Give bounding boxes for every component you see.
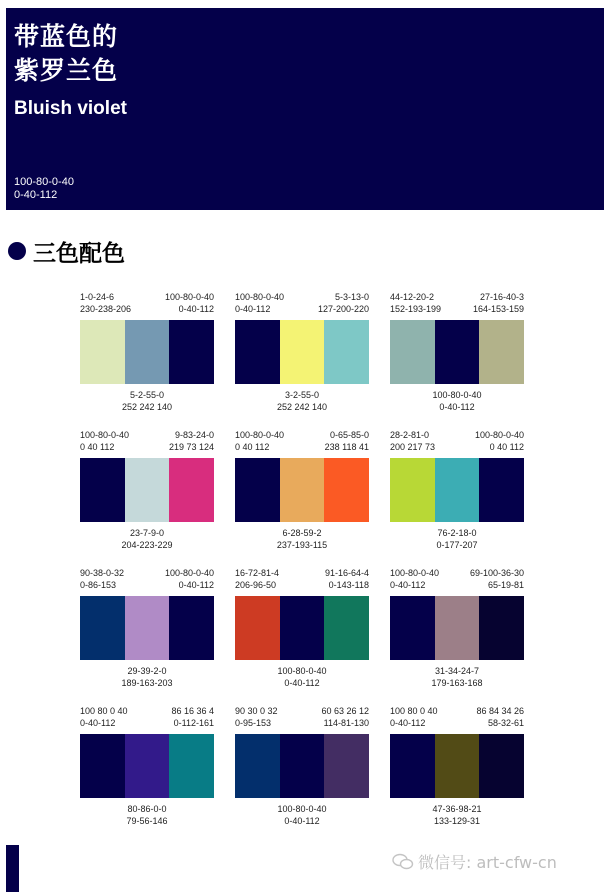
color-swatch <box>479 320 524 384</box>
top-left-cmyk: 16-72-81-4 <box>235 568 280 578</box>
color-swatch <box>235 320 280 384</box>
top-left-rgb: 0 40 112 <box>80 442 115 452</box>
top-left-cmyk: 100 80 0 40 <box>80 706 128 716</box>
color-card <box>235 706 369 832</box>
color-swatch <box>80 596 125 660</box>
footer-accent-bar <box>6 845 19 892</box>
color-card <box>80 706 214 832</box>
top-left-rgb: 206-96-50 <box>235 580 277 590</box>
top-right-rgb: 114-81-130 <box>323 718 369 728</box>
top-right-cmyk: 0-65-85-0 <box>329 430 369 440</box>
color-swatch <box>435 734 480 798</box>
color-swatch <box>390 596 435 660</box>
color-card <box>390 430 524 556</box>
color-swatch <box>169 320 214 384</box>
top-left-cmyk: 100-80-0-40 <box>235 430 285 440</box>
top-right-rgb: 164-153-159 <box>472 304 524 314</box>
color-swatch <box>435 320 480 384</box>
top-right-rgb: 238 118 41 <box>324 442 369 452</box>
bottom-rgb: 79-56-146 <box>126 816 168 826</box>
color-swatch <box>125 458 170 522</box>
color-swatch <box>324 458 369 522</box>
top-right-cmyk: 100-80-0-40 <box>474 430 524 440</box>
bottom-cmyk: 100-80-0-40 <box>277 804 327 814</box>
top-left-cmyk: 90-38-0-32 <box>80 568 125 578</box>
color-swatch <box>235 734 280 798</box>
bottom-rgb: 179-163-168 <box>431 678 483 688</box>
color-card <box>390 292 524 418</box>
bullet-dot-icon <box>8 242 26 260</box>
swatch-strip <box>235 458 369 522</box>
top-right-cmyk: 9-83-24-0 <box>174 430 214 440</box>
top-right-rgb: 0-112-161 <box>173 718 214 728</box>
swatch-strip <box>390 596 524 660</box>
banner-rgb: 0-40-112 <box>14 189 58 201</box>
top-left-cmyk: 28-2-81-0 <box>390 430 430 440</box>
top-left-cmyk: 100-80-0-40 <box>390 568 440 578</box>
color-card <box>235 430 369 556</box>
top-right-cmyk: 27-16-40-3 <box>479 292 524 302</box>
swatch-strip <box>235 320 369 384</box>
color-swatch <box>324 320 369 384</box>
color-swatch <box>125 596 170 660</box>
bottom-cmyk: 47-36-98-21 <box>432 804 482 814</box>
top-left-rgb: 230-238-206 <box>80 304 132 314</box>
color-swatch <box>125 734 170 798</box>
top-left-cmyk: 44-12-20-2 <box>390 292 435 302</box>
top-right-rgb: 0-143-118 <box>328 580 369 590</box>
color-card <box>390 706 524 832</box>
swatch-strip <box>80 734 214 798</box>
banner-subtitle: Bluish violet <box>14 98 127 119</box>
top-right-cmyk: 100-80-0-40 <box>164 292 214 302</box>
top-left-rgb: 152-193-199 <box>390 304 442 314</box>
color-swatch <box>169 596 214 660</box>
top-left-cmyk: 100-80-0-40 <box>235 292 285 302</box>
color-swatch <box>235 596 280 660</box>
color-swatch <box>280 458 325 522</box>
top-right-rgb: 127-200-220 <box>317 304 369 314</box>
watermark-text: 微信号: art-cfw-cn <box>418 853 557 872</box>
top-right-rgb: 0-40-112 <box>178 580 214 590</box>
swatch-strip <box>80 320 214 384</box>
banner-cmyk: 100-80-0-40 <box>14 176 74 188</box>
bottom-cmyk: 31-34-24-7 <box>434 666 480 676</box>
color-swatch <box>80 734 125 798</box>
banner-title-line2: 紫罗兰色 <box>14 56 119 85</box>
color-card <box>80 568 214 694</box>
wechat-icon <box>392 853 414 871</box>
bottom-cmyk: 100-80-0-40 <box>432 390 482 400</box>
bottom-cmyk: 76-2-18-0 <box>437 528 477 538</box>
top-right-rgb: 0 40 112 <box>489 442 524 452</box>
color-swatch <box>169 458 214 522</box>
color-swatch <box>390 734 435 798</box>
color-swatch <box>169 734 214 798</box>
bottom-rgb: 237-193-115 <box>276 540 328 550</box>
color-swatch <box>125 320 170 384</box>
top-right-cmyk: 86 16 36 4 <box>171 706 214 716</box>
color-swatch <box>280 734 325 798</box>
color-swatch <box>280 596 325 660</box>
bottom-cmyk: 3-2-55-0 <box>284 390 320 400</box>
color-swatch <box>479 458 524 522</box>
bottom-rgb: 0-177-207 <box>436 540 478 550</box>
top-left-rgb: 0-95-153 <box>235 718 272 728</box>
top-right-rgb: 219 73 124 <box>168 442 214 452</box>
top-right-cmyk: 60 63 26 12 <box>321 706 369 716</box>
header-banner <box>6 8 604 210</box>
bottom-cmyk: 5-2-55-0 <box>129 390 165 400</box>
swatch-strip <box>80 458 214 522</box>
top-left-cmyk: 1-0-24-6 <box>80 292 115 302</box>
color-card <box>235 292 369 418</box>
bottom-cmyk: 23-7-9-0 <box>129 528 165 538</box>
top-left-rgb: 200 217 73 <box>390 442 436 452</box>
top-left-cmyk: 100 80 0 40 <box>390 706 438 716</box>
color-swatch <box>80 458 125 522</box>
top-left-cmyk: 100-80-0-40 <box>80 430 130 440</box>
bottom-rgb: 0-40-112 <box>439 402 475 412</box>
top-left-rgb: 0-40-112 <box>235 304 271 314</box>
top-right-cmyk: 5-3-13-0 <box>334 292 369 302</box>
color-swatch <box>479 734 524 798</box>
top-right-cmyk: 91-16-64-4 <box>324 568 369 578</box>
color-card <box>80 292 214 418</box>
top-left-rgb: 0-86-153 <box>80 580 117 590</box>
top-right-cmyk: 69-100-36-30 <box>469 568 524 578</box>
bottom-rgb: 0-40-112 <box>284 678 320 688</box>
color-card <box>390 568 524 694</box>
top-left-rgb: 0-40-112 <box>80 718 116 728</box>
swatch-strip <box>390 458 524 522</box>
color-swatch <box>324 734 369 798</box>
bottom-cmyk: 80-86-0-0 <box>127 804 167 814</box>
section-title: 三色配色 <box>33 240 125 267</box>
top-right-cmyk: 100-80-0-40 <box>164 568 214 578</box>
color-swatch <box>80 320 125 384</box>
color-card <box>80 430 214 556</box>
top-right-rgb: 0-40-112 <box>178 304 214 314</box>
banner-title-line1: 带蓝色的 <box>14 22 119 51</box>
swatch-strip <box>390 734 524 798</box>
swatch-strip <box>235 734 369 798</box>
color-swatch <box>435 458 480 522</box>
swatch-strip <box>390 320 524 384</box>
top-left-rgb: 0 40 112 <box>235 442 270 452</box>
bottom-rgb: 204-223-229 <box>121 540 173 550</box>
top-left-rgb: 0-40-112 <box>390 580 426 590</box>
color-swatch <box>390 320 435 384</box>
color-swatch <box>324 596 369 660</box>
color-swatch <box>390 458 435 522</box>
bottom-cmyk: 6-28-59-2 <box>282 528 322 538</box>
swatch-strip <box>235 596 369 660</box>
top-left-cmyk: 90 30 0 32 <box>235 706 278 716</box>
top-right-rgb: 65-19-81 <box>487 580 524 590</box>
bottom-rgb: 252 242 140 <box>121 402 173 412</box>
section-heading <box>8 236 125 266</box>
top-left-rgb: 0-40-112 <box>390 718 426 728</box>
swatch-strip <box>80 596 214 660</box>
bottom-cmyk: 100-80-0-40 <box>277 666 327 676</box>
color-card <box>235 568 369 694</box>
color-swatch <box>435 596 480 660</box>
top-right-cmyk: 86 84 34 26 <box>476 706 524 716</box>
color-swatch <box>479 596 524 660</box>
top-right-rgb: 58-32-61 <box>487 718 524 728</box>
color-swatch <box>235 458 280 522</box>
watermark <box>392 850 557 873</box>
bottom-rgb: 252 242 140 <box>276 402 328 412</box>
bottom-rgb: 189-163-203 <box>121 678 173 688</box>
bottom-rgb: 0-40-112 <box>284 816 320 826</box>
bottom-cmyk: 29-39-2-0 <box>127 666 167 676</box>
color-swatch <box>280 320 325 384</box>
bottom-rgb: 133-129-31 <box>433 816 481 826</box>
